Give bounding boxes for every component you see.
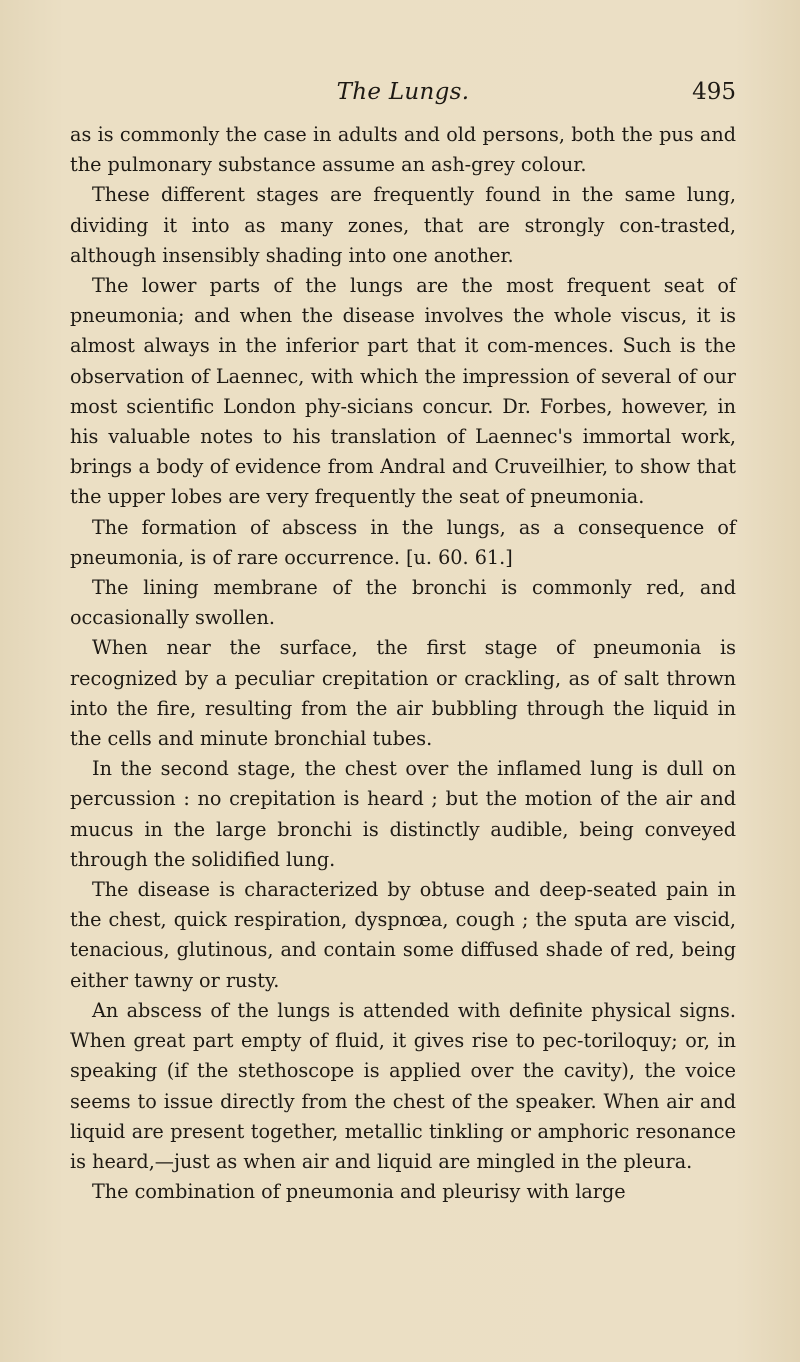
paragraph-symptoms: The disease is characterized by obtuse and deep-seated pain in the chest, quick respiration, dyspnœa, cough ; the sputa are viscid, tenacious, glutinous, and contain some diffused shade of red, being either tawny or rusty. — [70, 878, 736, 992]
paragraph-continuation: as is commonly the case in adults and old persons, both the pus and the pulmonary substance assume an ash-grey colour. — [70, 123, 736, 177]
paragraph-combination: The combination of pneumonia and pleurisy with large — [92, 1180, 626, 1204]
paragraph-first-stage: When near the surface, the first stage of pneumonia is recognized by a peculiar crepitation or crackling, as of salt thrown into the fire, resulting from the air bubbling through the liquid in the cells and minute bronchial tubes. — [70, 636, 736, 751]
paragraph-stages: These different stages are frequently found in the same lung, dividing it into as many zones, that are strongly con-trasted, although insensibly shading into one another. — [70, 183, 736, 267]
paragraph-abscess-signs: An abscess of the lungs is attended with definite physical signs. When great part empty of fluid, it gives rise to pec-toriloquy; or, in speaking (if the stethoscope is applied over the cavity), the voice seems to issue directly from the chest of the speaker. When air and liquid are present together, metallic tinkling or amphoric resonance is heard,—just as when air and liquid are mingled in the pleura. — [70, 998, 736, 1173]
paragraph-abscess-formation: The formation of abscess in the lungs, as a consequence of pneumonia, is of rare occurrence. [u. 60. 61.] — [70, 515, 736, 569]
body-text — [70, 120, 736, 1207]
page-number: 495 — [692, 79, 736, 105]
paragraph-lower-parts: The lower parts of the lungs are the most frequent seat of pneumonia; and when the disease involves the whole viscus, it is almost always in the inferior part that it com-mences. Such is the observation of Laennec, with which the impression of several of our most scientific London phy-sicians concur. Dr. Forbes, however, in his valuable notes to his translation of Laennec's immortal work, brings a body of evidence from Andral and Cruveilhier, to show that the upper lobes are very frequently the seat of pneumonia. — [70, 274, 736, 509]
running-title: The Lungs. — [336, 79, 470, 105]
paragraph-second-stage: In the second stage, the chest over the inflamed lung is dull on percussion : no crepitation is heard ; but the motion of the air and mucus in the large bronchi is distinctly audible, being conveyed through the solidified lung. — [70, 757, 736, 871]
paragraph-lining-membrane: The lining membrane of the bronchi is commonly red, and occasionally swollen. — [70, 576, 736, 630]
running-head — [70, 74, 736, 110]
